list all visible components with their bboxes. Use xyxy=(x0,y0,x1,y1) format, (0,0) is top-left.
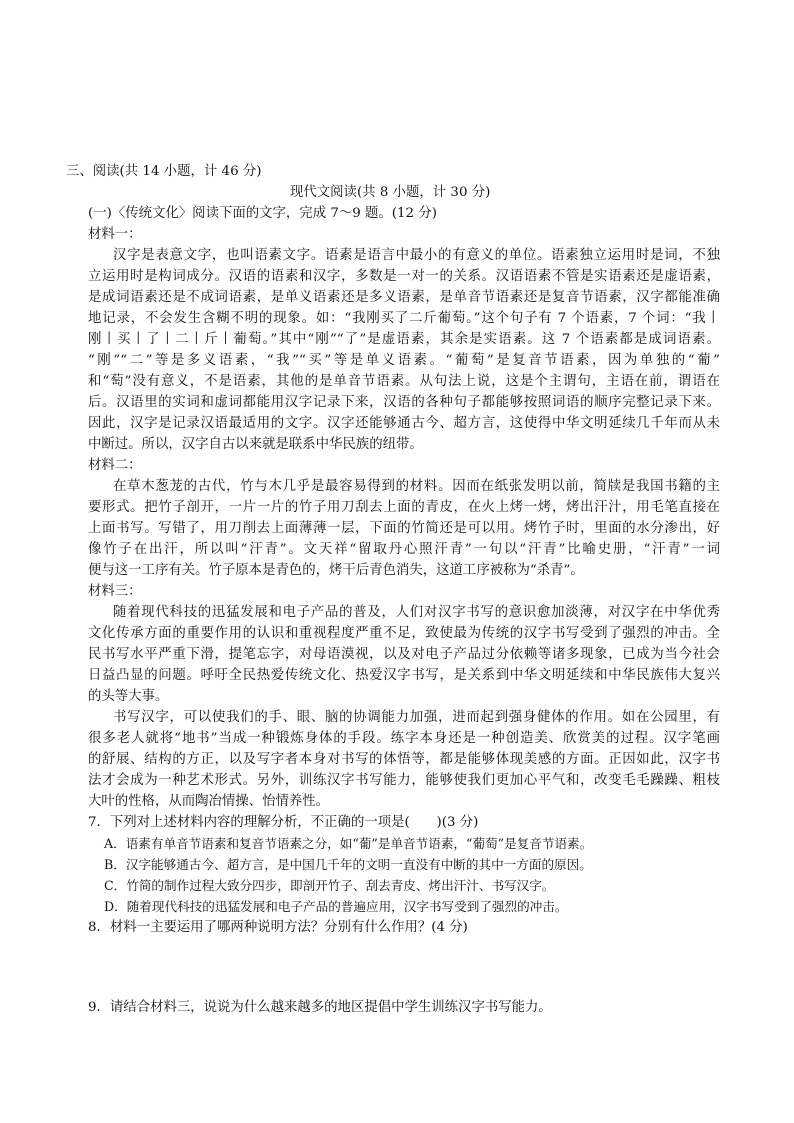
section-heading: 三、阅读(共 14 小题，计 46 分) xyxy=(66,164,262,179)
material2-label: 材料二： xyxy=(88,458,142,473)
question-7-option-d: D．随着现代科技的迅猛发展和电子产品的普遍应用，汉字书写受到了强烈的冲击。 xyxy=(104,899,568,914)
question-8-stem: 8．材料一主要运用了哪两种说明方法？分别有什么作用？(4 分) xyxy=(88,920,468,935)
part-heading: (一)〈传统文化〉阅读下面的文字，完成 7～9 题。(12 分) xyxy=(88,206,437,221)
material3-line: 大叶的性格，从而陶冶情操、怡情养性。 xyxy=(88,794,330,809)
material3-line: 文化传承方面的重要作用的认识和重视程度严重不足，致使最为传统的汉字书写受到了强烈的冲击。全 xyxy=(88,626,720,641)
question-7-option-b: B．汉字能够通古今、超方言，是中国几千年的文明一直没有中断的其中一方面的原因。 xyxy=(104,857,592,872)
material3-line: 随着现代科技的迅猛发展和电子产品的普及，人们对汉字书写的意识愈加淡薄，对汉字在中华优秀 xyxy=(113,605,720,620)
material3-line: 日益凸显的问题。呼吁全民热爱传统文化、热爱汉字书写，是关系到中华文明延续和中华民族伟大复兴 xyxy=(88,668,720,683)
subsection-heading: 现代文阅读(共 8 小题，计 30 分) xyxy=(290,185,491,200)
material2-line: 要形式。把竹子剖开，一片一片的竹子用刀刮去上面的青皮，在火上烤一烤，烤出汗汁，用毛笔直接在 xyxy=(88,500,720,515)
material3-line: 民书写水平严重下滑，提笔忘字，对母语漠视，以及对电子产品过分依赖等诸多现象，已成为当今社会 xyxy=(88,647,720,662)
material3-line: 法才会成为一种艺术形式。另外，训练汉字书写能力，能够使我们更加心平气和，改变毛毛躁躁、粗枝 xyxy=(88,773,720,788)
material2-line: 像竹子在出汗，所以叫“汗青”。文天祥“留取丹心照汗青”一句以“汗青”比喻史册，“汗青”一词 xyxy=(88,542,720,557)
material1-line: 因此，汉字是记录汉语最适用的文字。汉字还能够通古今、超方言，这使得中华文明延续几千年而从未 xyxy=(88,416,720,431)
material1-line: 立运用时是构词成分。汉语的语素和汉字，多数是一对一的关系。汉语语素不管是实语素还是虚语素， xyxy=(88,269,720,284)
material1-line: 汉字是表意文字，也叫语素文字。语素是语言中最小的有意义的单位。语素独立运用时是词，不独 xyxy=(113,248,720,263)
material1-line: 地记录，不会发生含糊不明的现象。如：“我刚买了二斤葡萄。”这个句子有 7 个语素，7 个词：“我丨 xyxy=(88,311,720,326)
material1-line: 后。汉语里的实词和虚词都能用汉字记录下来，汉语的各种句子都能够按照词语的顺序完整记录下来。 xyxy=(88,395,720,410)
material3-line: 书写汉字，可以使我们的手、眼、脑的协调能力加强，进而起到强身健体的作用。如在公园里，有 xyxy=(113,710,720,725)
material2-line: 上面书写。写错了，用刀削去上面薄薄一层，下面的竹简还是可以用。烤竹子时，里面的水分渗出，好 xyxy=(88,521,720,536)
material1-line: 是成词语素还是不成词语素，是单义语素还是多义语素，是单音节语素还是复音节语素，汉字都能准确 xyxy=(88,290,720,305)
material1-line: “刚”“二”等是多义语素，“我”“买”等是单义语素。“葡萄”是复音节语素，因为单独的“葡” xyxy=(88,353,720,368)
question-7-option-a: A．语素有单音节语素和复音节语素之分，如“葡”是单音节语素，“葡萄”是复音节语素。 xyxy=(104,836,593,851)
material2-line: 便与这一工序有关。竹子原本是青色的，烤干后青色消失，这道工序被称为“杀青”。 xyxy=(88,563,584,578)
material3-line: 的舒展、结构的方正，以及写字者本身对书写的体悟等，都是能够体现美感的方面。正因如此，汉字书 xyxy=(88,752,720,767)
material3-line: 的头等大事。 xyxy=(88,689,169,704)
material3-label: 材料三： xyxy=(88,584,142,599)
material1-line: 刚丨买丨了丨二丨斤丨葡萄。”其中“刚”“了”是虚语素，其余是实语素。这 7 个语素都是成词语素。 xyxy=(88,332,720,347)
question-9-stem: 9．请结合材料三，说说为什么越来越多的地区提倡中学生训练汉字书写能力。 xyxy=(88,1000,552,1015)
material1-label: 材料一： xyxy=(88,227,142,242)
material2-line: 在草木葱茏的古代，竹与木几乎是最容易得到的材料。因而在纸张发明以前，简牍是我国书籍的主 xyxy=(113,479,720,494)
material1-line: 和“萄”没有意义，不是语素，其他的是单音节语素。从句法上说，这是个主谓句，主语在前，谓语在 xyxy=(88,374,720,389)
question-7-stem: 7．下列对上述材料内容的理解分析，不正确的一项是( )(3 分) xyxy=(88,815,479,830)
material3-line: 很多老人就将“地书”当成一种锻炼身体的手段。练字本身还是一种创造美、欣赏美的过程。汉字笔画 xyxy=(88,731,720,746)
material1-line: 中断过。所以，汉字自古以来就是联系中华民族的纽带。 xyxy=(88,437,423,452)
question-7-option-c: C．竹简的制作过程大致分四步，即剖开竹子、刮去青皮、烤出汗汁、书写汉字。 xyxy=(104,878,555,893)
